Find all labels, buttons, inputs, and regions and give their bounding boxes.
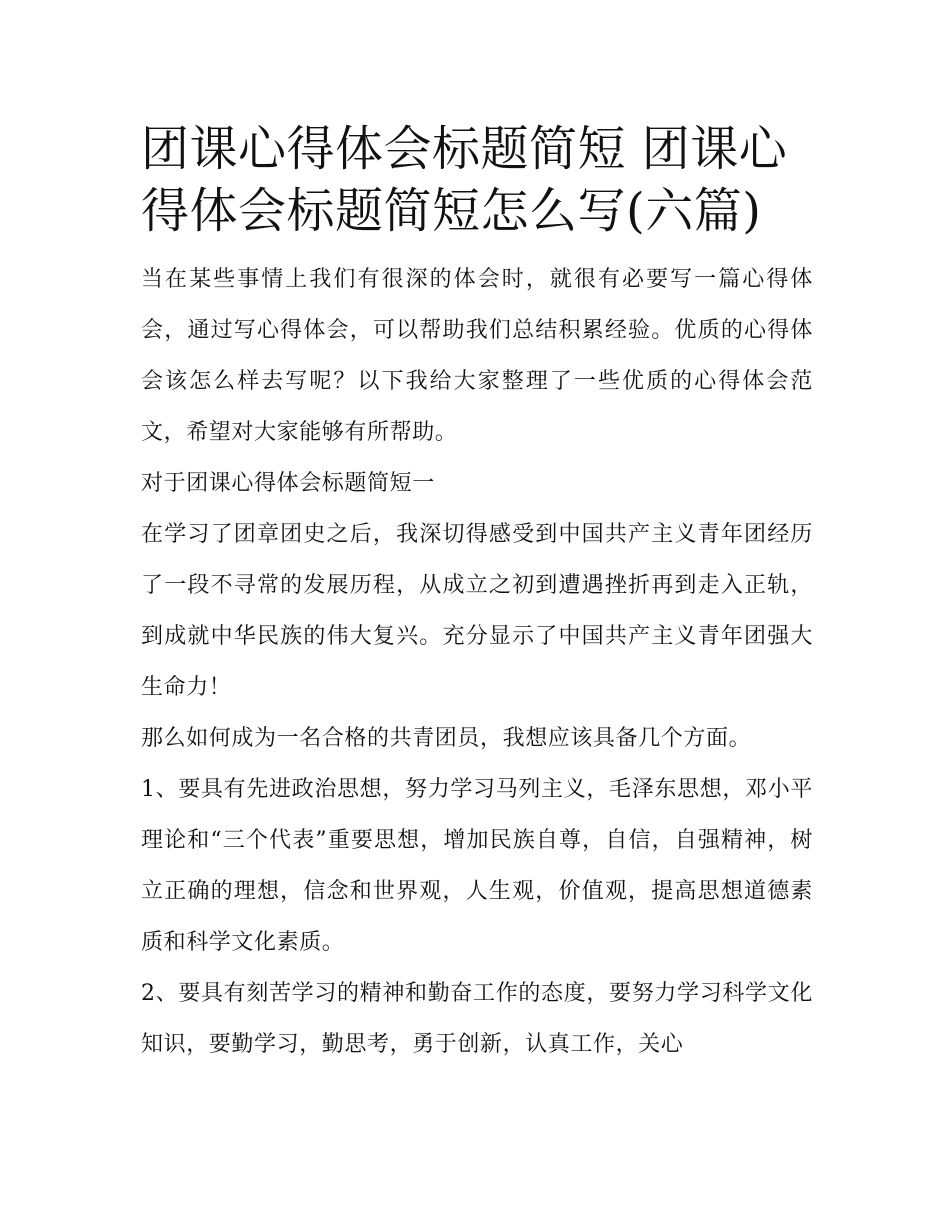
section-heading: 对于团课心得体会标题简短一 bbox=[141, 471, 435, 496]
list-item: 1、要具有先进政治思想，努力学习马列主义，毛泽东思想，邓小平理论和“三个代表”重要思想，增加民族自尊，自信，自强精神，树立正确的理想，信念和世界观，人生观，价值观，提高思想道德素质和科学文化素质。 bbox=[141, 777, 813, 955]
body-paragraph: 那么如何成为一名合格的共青团员，我想应该具备几个方面。 bbox=[141, 726, 752, 751]
intro-paragraph: 当在某些事情上我们有很深的体会时，就很有必要写一篇心得体会，通过写心得体会，可以帮助我们总结积累经验。优质的心得体会该怎么样去写呢？以下我给大家整理了一些优质的心得体会范文，希望对大家能够有所帮助。 bbox=[141, 267, 813, 445]
document-title: 团课心得体会标题简短 团课心得体会标题简短怎么写(六篇) bbox=[141, 121, 788, 239]
body-paragraph: 在学习了团章团史之后，我深切得感受到中国共产主义青年团经历了一段不寻常的发展历程，从成立之初到遭遇挫折再到走入正轨，到成就中华民族的伟大复兴。充分显示了中国共产主义青年团强大生命力！ bbox=[141, 522, 813, 700]
document-body bbox=[141, 118, 813, 1070]
list-item: 2、要具有刻苦学习的精神和勤奋工作的态度，要努力学习科学文化知识，要勤学习，勤思考，勇于创新，认真工作，关心 bbox=[141, 981, 813, 1057]
